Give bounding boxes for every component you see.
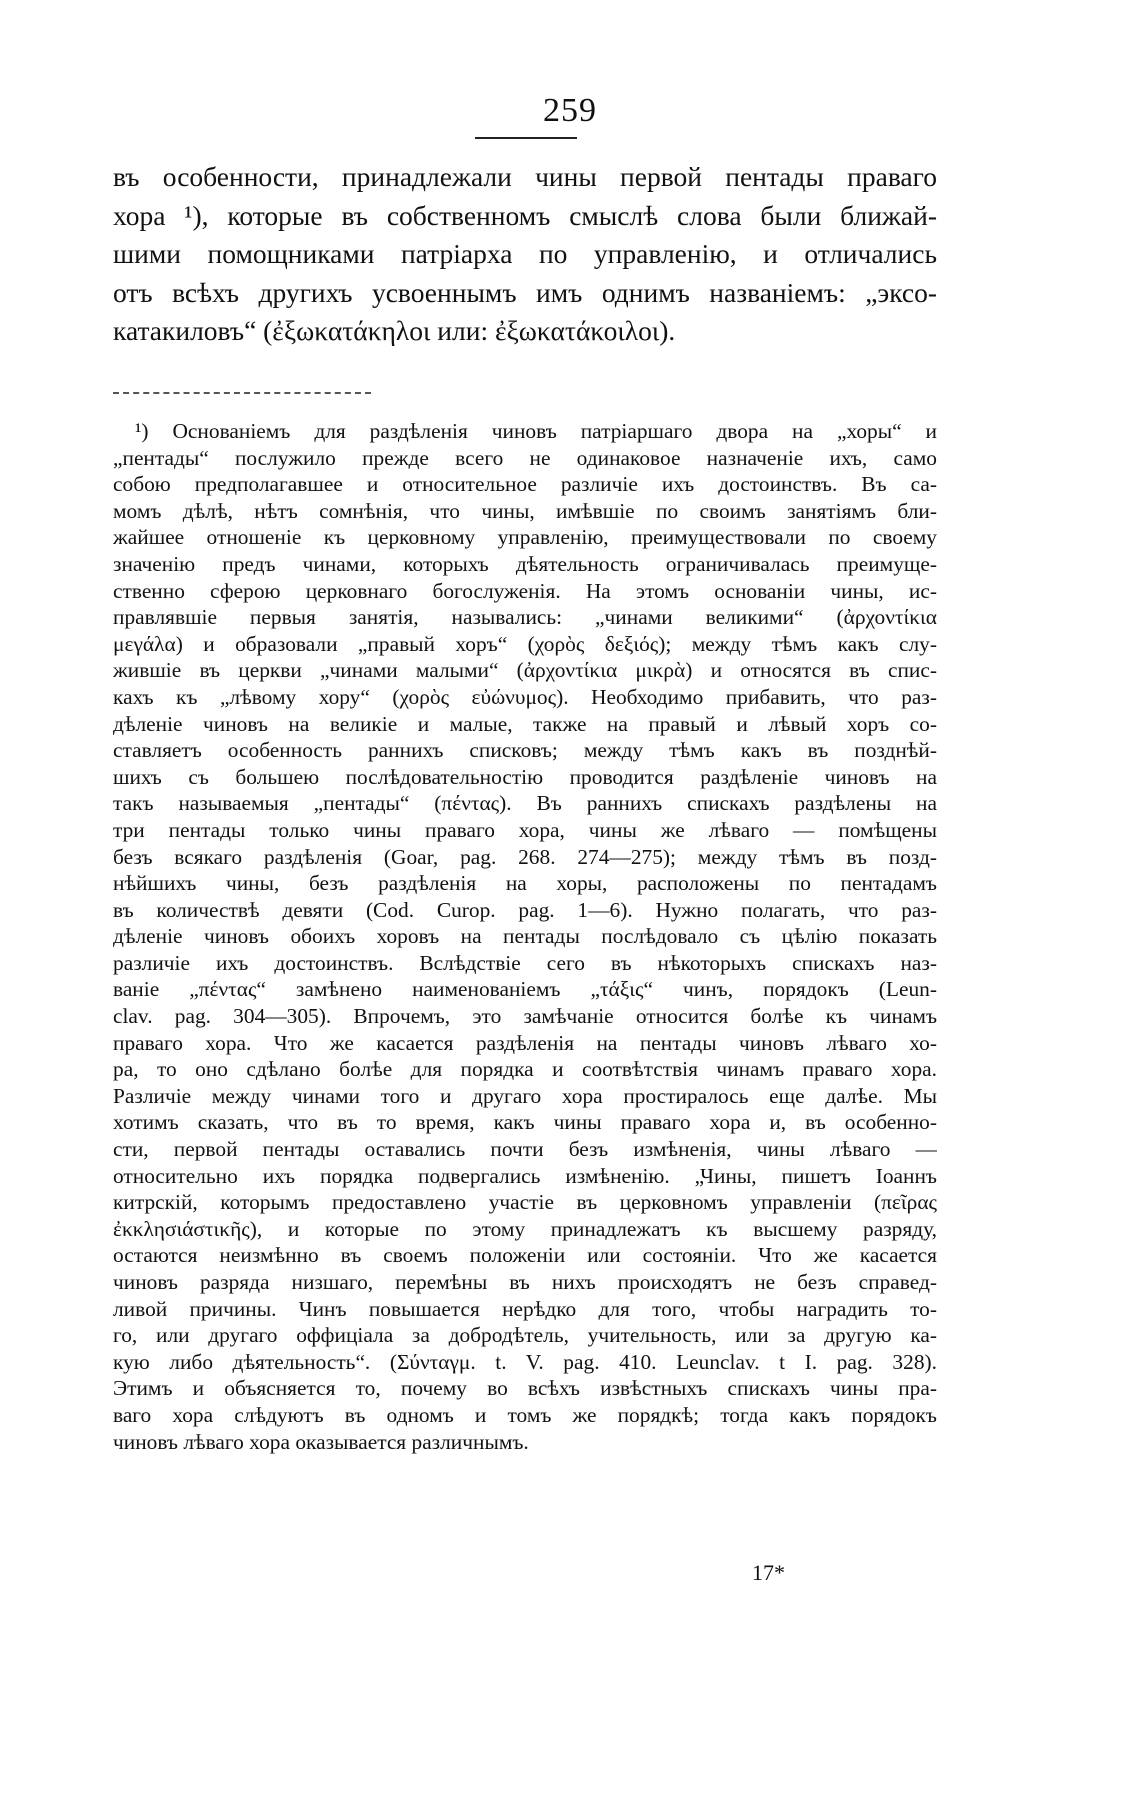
footnote-line: кахъ къ „лѣвому хору“ (χορὸς εὐώνυμος). Необходимо прибавить, что раз-: [113, 684, 937, 709]
footnote-line: значенію предъ чинами, которыхъ дѣятельность ограничивалась преимуще-: [113, 551, 937, 576]
main-text-line: катакиловъ“ (ἐξωκατάκηλοι или: ἐξωκατάκοιλοι).: [113, 315, 676, 346]
footnote-line: „пентады“ послужило прежде всего не одинаковое назначеніе ихъ, само: [113, 445, 937, 470]
footnote-line: чиновъ лѣваго хора оказывается различнымъ.: [113, 1429, 529, 1454]
footnote-line: шихъ съ большею послѣдовательностію проводится раздѣленіе чиновъ на: [113, 764, 937, 789]
footnote-separator: [113, 392, 371, 394]
footnote-line: ваніе „πέντας“ замѣнено наименованіемъ „τάξις“ чинъ, порядокъ (Leun-: [113, 977, 937, 1002]
page-number: 259: [543, 92, 597, 129]
footnote-line: clav. pag. 304—305). Впрочемъ, это замѣчаніе относится болѣе къ чинамъ: [113, 1004, 937, 1029]
footnote-line: Различіе между чинами того и другаго хора простиралось еще далѣе. Мы: [113, 1083, 937, 1108]
footnote-line: жайшее отношеніе къ церковному управленію, преимуществовали по своему: [113, 525, 937, 550]
footnote-line: хотимъ сказать, что въ то время, какъ чины праваго хора и, въ особенно-: [113, 1110, 937, 1135]
main-text-line: хора ¹), которые въ собственномъ смыслѣ слова были ближай-: [113, 199, 937, 231]
footnote-line: праваго хора. Что же касается раздѣленія на пентады чиновъ лѣваго хо-: [113, 1030, 937, 1055]
footnote-line: момъ дѣлѣ, нѣтъ сомнѣнія, что чины, имѣвшіе по своимъ занятіямъ бли-: [113, 498, 937, 523]
footnote-line: дѣленіе чиновъ на великіе и малые, также на правый и лѣвый хоръ со-: [113, 711, 937, 736]
footnote-line: кую либо дѣятельность“. (Σύνταγμ. t. V. pag. 410. Leunclav. t I. pag. 328).: [113, 1349, 937, 1374]
main-text-line: шими помощниками патріарха по управленію, и отличались: [113, 238, 937, 269]
footnote-line: различіе ихъ достоинствъ. Вслѣдствіе сего въ нѣкоторыхъ спискахъ наз-: [113, 950, 937, 975]
footnote-line: ἐκκλησιάστικῆς), и которые по этому принадлежатъ къ высшему разряду,: [113, 1216, 937, 1241]
main-text-line: отъ всѣхъ другихъ усвоеннымъ имъ однимъ названіемъ: „эксо-: [113, 276, 937, 308]
footnote-line: правлявшіе первыя занятія, назывались: „чинами великими“ (ἀρχοντίκια: [113, 605, 937, 630]
footnote-block: [113, 418, 937, 1455]
signature-mark: 17*: [752, 1560, 785, 1585]
footnote-line: нѣйшихъ чины, безъ раздѣленія на хоры, расположены по пентадамъ: [113, 871, 937, 896]
footnote-line: Этимъ и объясняется то, почему во всѣхъ извѣстныхъ спискахъ чины пра-: [113, 1376, 937, 1401]
footnote-line: ственно сферою церковнаго богослуженія. На этомъ основаніи чины, ис-: [113, 578, 937, 603]
footnote-line: собою предполагавшее и относительное различіе ихъ достоинствъ. Въ са-: [113, 472, 937, 497]
footnote-line: такъ называемыя „пентады“ (πέντας). Въ раннихъ спискахъ раздѣлены на: [113, 791, 937, 816]
footnote-line: ваго хора слѣдуютъ въ одномъ и томъ же порядкѣ; тогда какъ порядокъ: [113, 1402, 937, 1427]
footnote-line: ра, то оно сдѣлано болѣе для порядка и соотвѣтствія чинамъ праваго хора.: [113, 1057, 937, 1082]
page-number-underline: [475, 137, 577, 139]
main-text-block: [113, 158, 937, 351]
footnote-line: относительно ихъ порядка подвергались измѣненію. „Чины, пишетъ Іоаннъ: [113, 1163, 937, 1188]
footnote-line: въ количествѣ девяти (Cod. Curop. pag. 1—6). Нужно полагать, что раз-: [113, 897, 937, 922]
footnote-line: сти, первой пентады оставались почти безъ измѣненія, чины лѣваго —: [113, 1137, 937, 1162]
footnote-line: чиновъ разряда низшаго, перемѣны въ нихъ происходятъ не безъ справед-: [113, 1270, 937, 1294]
footnote-line: ¹) Основаніемъ для раздѣленія чиновъ патріаршаго двора на „хоры“ и: [135, 419, 937, 443]
footnote-line: ставляетъ особенность раннихъ списковъ; между тѣмъ какъ въ позднѣй-: [113, 738, 937, 763]
footnote-line: безъ всякаго раздѣленія (Goar, pag. 268. 274—275); между тѣмъ въ позд-: [113, 844, 937, 869]
footnote-line: китрскій, которымъ предоставлено участіе въ церковномъ управленіи (πεῖρας: [113, 1190, 937, 1215]
footnote-line: го, или другаго оффиціала за добродѣтель, учительность, или за другую ка-: [113, 1323, 937, 1348]
footnote-line: жившіе въ церкви „чинами малыми“ (ἀρχοντίκια μικρὰ) и относятся въ спис-: [113, 658, 937, 683]
footnote-line: дѣленіе чиновъ обоихъ хоровъ на пентады послѣдовало съ цѣлію показать: [113, 924, 937, 949]
footnote-line: три пентады только чины праваго хора, чины же лѣваго — помѣщены: [113, 817, 937, 842]
main-text-line: въ особенности, принадлежали чины первой пентады праваго: [113, 161, 937, 192]
footnote-line: μεγάλα) и образовали „правый хоръ“ (χορὸς δεξιός); между тѣмъ какъ слу-: [113, 631, 937, 656]
footnote-line: остаются неизмѣнно въ своемъ положеніи или состояніи. Что же касается: [113, 1243, 937, 1268]
footnote-line: ливой причины. Чинъ повышается нерѣдко для того, чтобы наградить то-: [113, 1296, 937, 1321]
